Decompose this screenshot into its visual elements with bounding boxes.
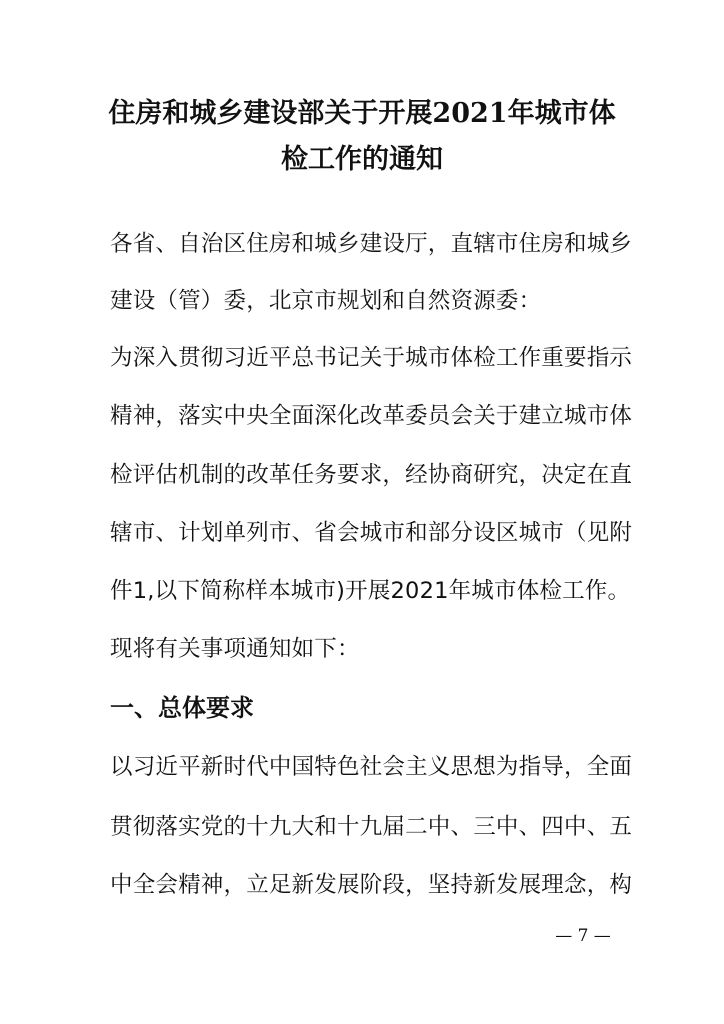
section-line-3: 中全会精神，立足新发展阶段，坚持新发展理念，构 — [110, 872, 633, 898]
body-line-1: 各省、自治区住房和城乡建设厅，直辖市住房和城乡 — [110, 231, 633, 257]
body-line-3: 为深入贯彻习近平总书记关于城市体检工作重要指示 — [110, 345, 633, 371]
section-heading: 一、总体要求 — [110, 694, 254, 722]
body-line-2: 建设（管）委，北京市规划和自然资源委： — [110, 288, 542, 314]
document-title-line-2: 检工作的通知 — [281, 144, 443, 175]
body-line-6: 辖市、计划单列市、省会城市和部分设区城市（见附 — [110, 520, 633, 546]
body-line-5: 检评估机制的改革任务要求，经协商研究，决定在直 — [110, 462, 633, 488]
body-line-4: 精神，落实中央全面深化改革委员会关于建立城市体 — [110, 403, 633, 429]
document-title-line-1: 住房和城乡建设部关于开展2021年城市体 — [108, 98, 616, 129]
section-line-2: 贯彻落实党的十九大和十九届二中、三中、四中、五 — [110, 814, 633, 840]
body-line-7: 件1,以下简称样本城市)开展2021年城市体检工作。 — [110, 578, 631, 604]
body-line-8: 现将有关事项通知如下： — [110, 636, 360, 662]
page-number: — 7 — — [555, 926, 611, 946]
section-line-1: 以习近平新时代中国特色社会主义思想为指导，全面 — [110, 754, 633, 780]
